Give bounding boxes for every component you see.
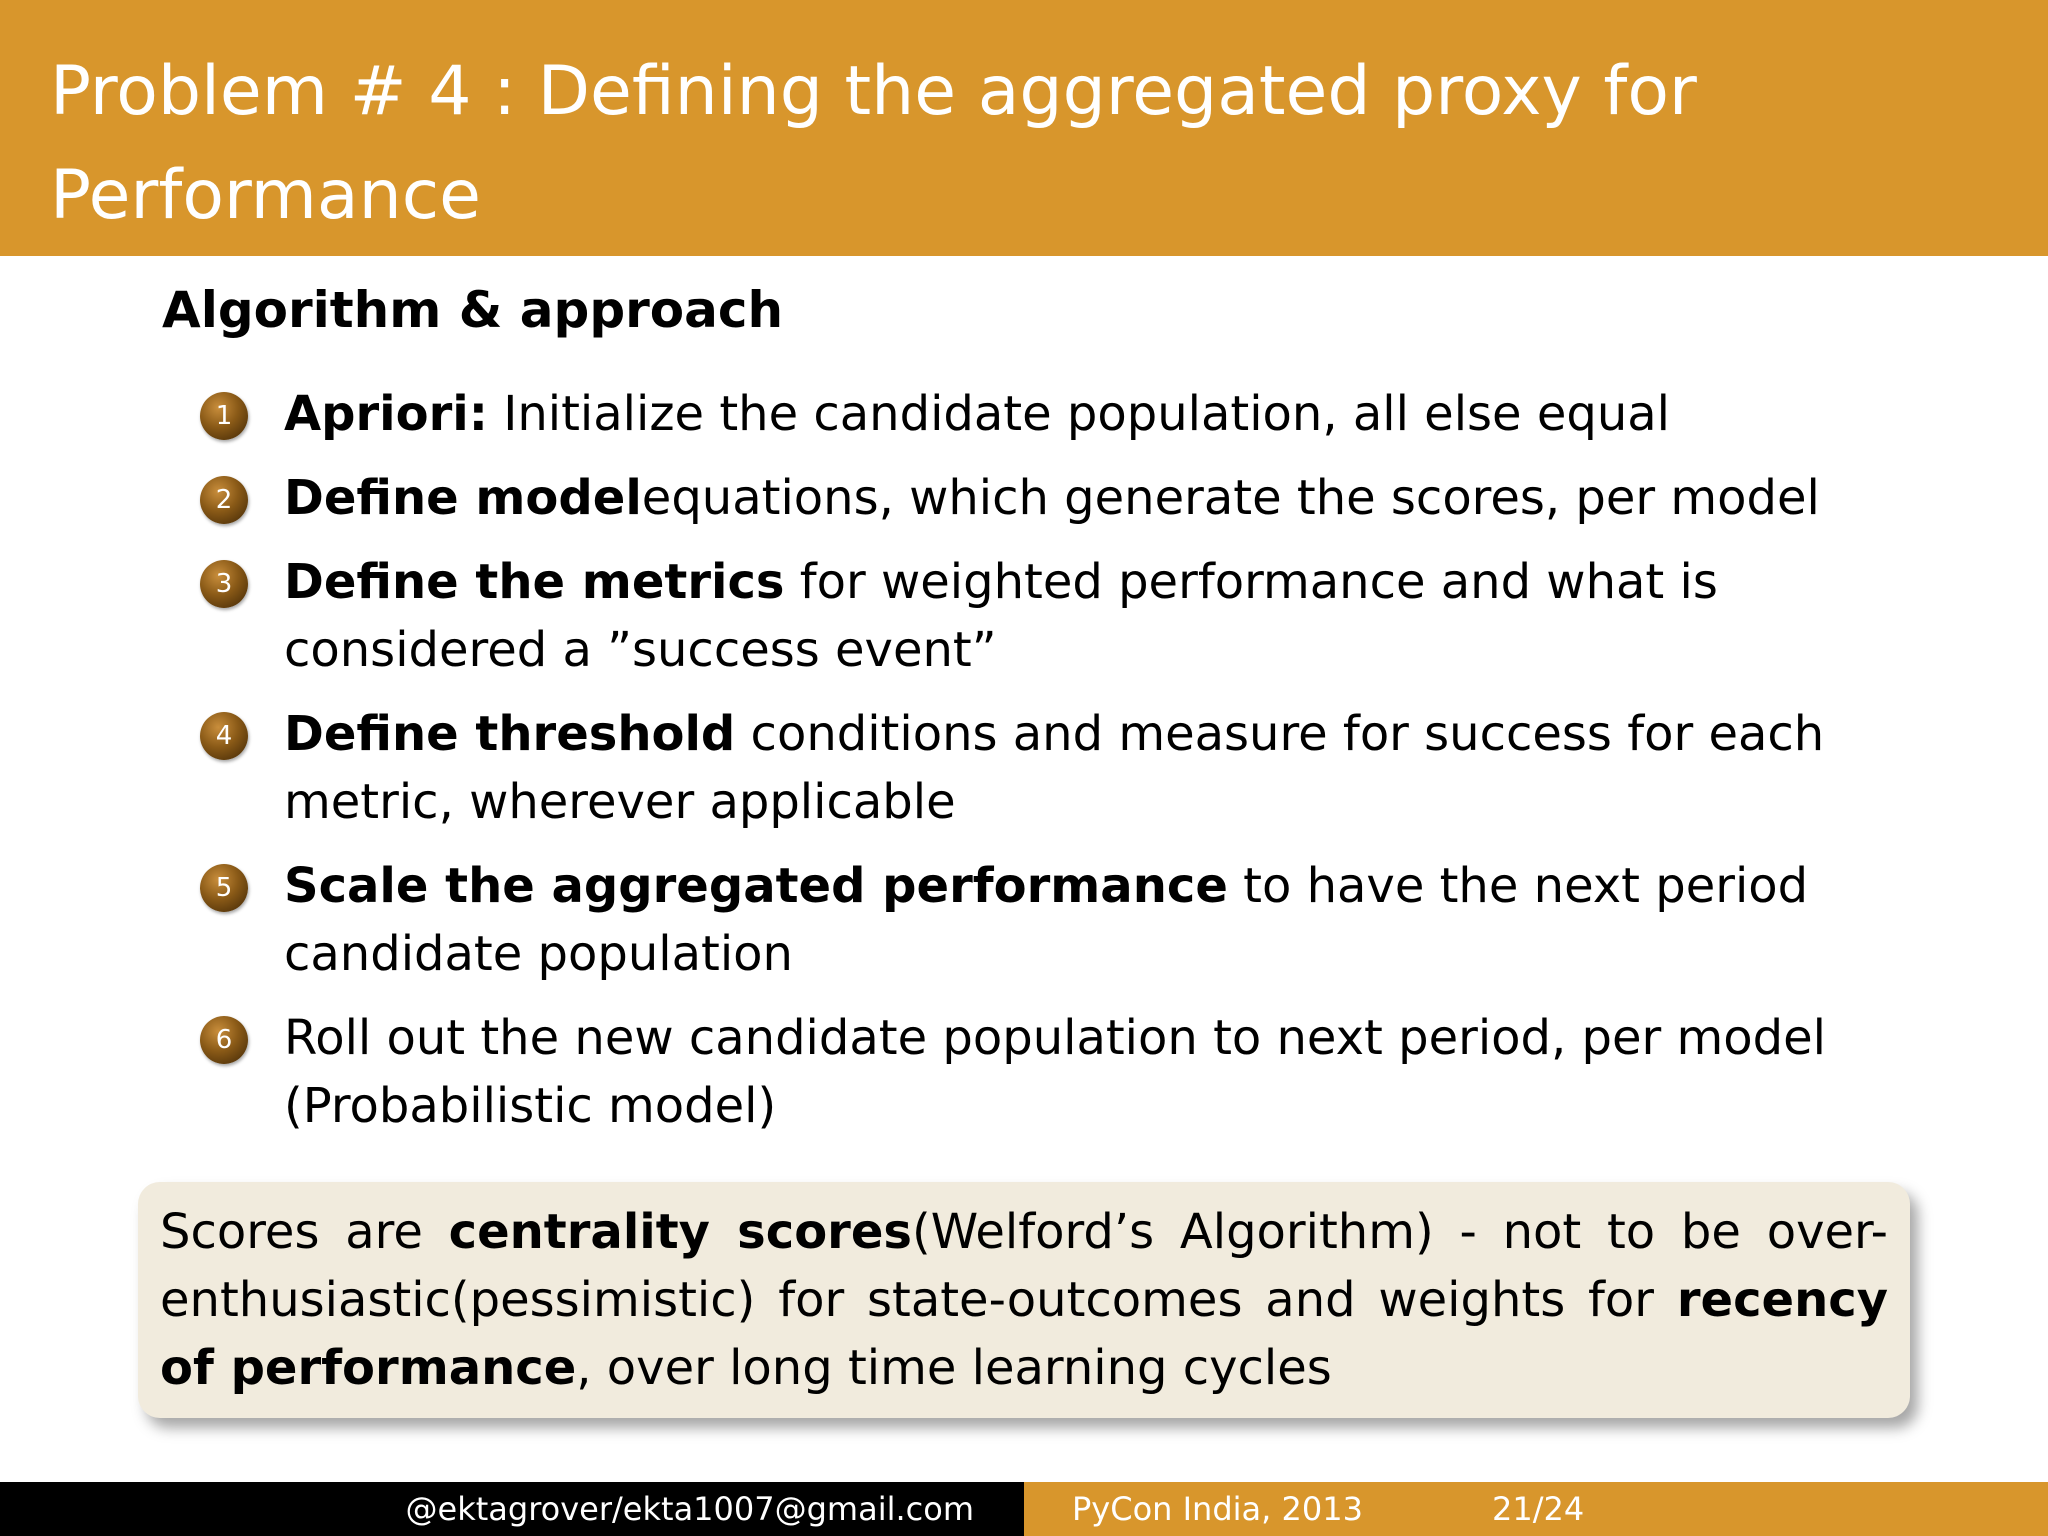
section-heading: Algorithm & approach bbox=[162, 281, 784, 339]
footer-event: PyCon India, 2013 bbox=[1072, 1490, 1363, 1528]
title-bar bbox=[0, 0, 2048, 256]
footer-author-bar bbox=[0, 1482, 1024, 1536]
note-box bbox=[138, 1182, 1910, 1418]
step-description: Roll out the new candidate population to next period, per model (Probabilistic model) bbox=[284, 1010, 1826, 1134]
step-bold-label: Define threshold bbox=[284, 706, 736, 762]
footer-page-number: 21/24 bbox=[1492, 1490, 1585, 1528]
step-text bbox=[284, 1004, 1844, 1140]
step-description: equations, which generate the scores, per model bbox=[641, 470, 1820, 526]
step-bold-label: Define the metrics bbox=[284, 554, 785, 610]
note-part: Scores are bbox=[160, 1204, 449, 1260]
step-number-badge: 2 bbox=[200, 476, 248, 524]
step-text bbox=[284, 380, 1844, 448]
step-number-badge: 5 bbox=[200, 864, 248, 912]
step-text bbox=[284, 852, 1844, 988]
step-description: conditions and measure for success for each metric, wherever applicable bbox=[284, 706, 1825, 830]
step-description: for weighted performance and what is considered a ”​success event” bbox=[284, 554, 1718, 678]
step-description: Initialize the candidate population, all else equal bbox=[487, 386, 1671, 442]
step-number-badge: 4 bbox=[200, 712, 248, 760]
step-number-badge: 3 bbox=[200, 560, 248, 608]
note-bold: centrality scores bbox=[448, 1204, 912, 1260]
step-text bbox=[284, 700, 1844, 836]
note-text bbox=[160, 1198, 1888, 1402]
step-number-badge: 6 bbox=[200, 1016, 248, 1064]
step-bold-label: Apriori: bbox=[284, 386, 488, 442]
step-text bbox=[284, 464, 1844, 532]
step-bold-label: Scale the aggregated performance bbox=[284, 858, 1228, 914]
note-part: , over long time learning cycles bbox=[576, 1340, 1332, 1396]
step-bold-label: Define model bbox=[284, 470, 642, 526]
footer-event-bar bbox=[1024, 1482, 2048, 1536]
step-number-badge: 1 bbox=[200, 392, 248, 440]
step-text bbox=[284, 548, 1844, 684]
note-part: (Welford’s Algorithm) - not to be over-enthusiastic(pessimistic) for state-outcomes and weights for bbox=[160, 1204, 1888, 1328]
step-description: to have the next period candidate population bbox=[284, 858, 1809, 982]
slide-title: Problem # 4 : Defining the aggregated proxy for Performance bbox=[50, 52, 1697, 235]
note-bold: recency of performance bbox=[160, 1272, 1888, 1396]
footer-author: @ektagrover/ekta1007@gmail.com bbox=[405, 1490, 974, 1528]
